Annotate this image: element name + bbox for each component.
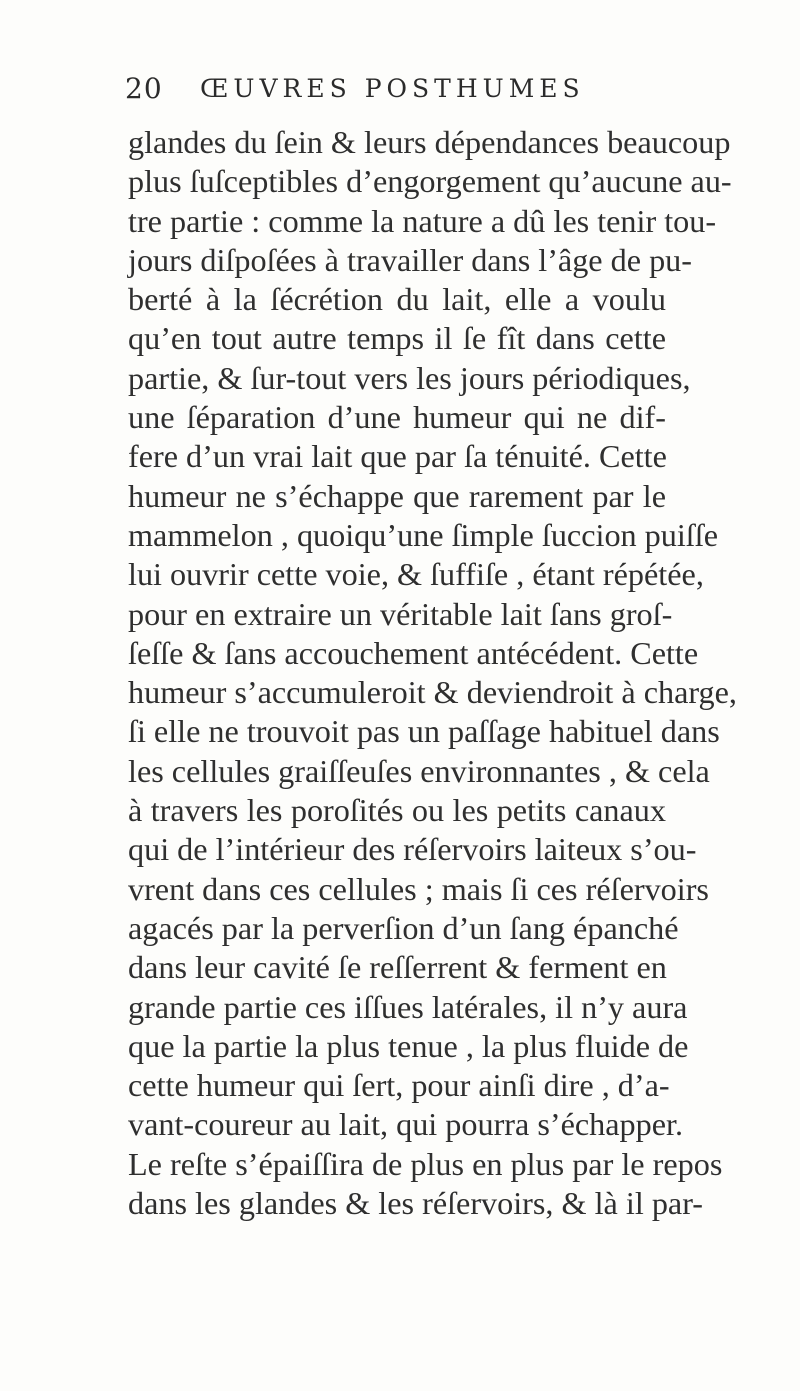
text-line: tre partie : comme la nature a dû les tenir tou- [128,202,717,239]
body-text [128,123,737,1223]
text-line: partie, & ſur-tout vers les jours périodiques, [128,359,691,396]
text-line: vrent dans ces cellules ; mais ſi ces réſervoirs [128,870,709,907]
page-number: 20 [125,72,163,105]
text-line: glandes du ſein & leurs dépendances beaucoup [128,124,731,160]
text-line: Le reſte s’épaiſſira de plus en plus par le repos [128,1145,723,1182]
text-line: dans les glandes & les réſervoirs, & là il par- [128,1185,703,1222]
text-line: agacés par la perverſion d’un ſang épanché [128,909,679,946]
text-line: lui ouvrir cette voie, & ſuffiſe , étant répétée, [128,556,704,593]
text-line: mammelon , quoiqu’une ſimple ſuccion puiſſe [128,516,718,553]
text-line: ſeſſe & ſans accouchement antécédent. Cette [128,634,699,671]
text-line: à travers les poroſités ou les petits canaux [128,792,666,829]
text-line: dans leur cavité ſe reſſerrent & ferment en [128,949,667,986]
text-line: que la partie la plus tenue , la plus fluide de [128,1027,689,1064]
text-line: qu’en tout autre temps il ſe fît dans cette [128,320,666,357]
text-line: cette humeur qui ſert, pour ainſi dire , d’a- [128,1067,670,1104]
page-header [125,72,660,116]
text-line: plus ſuſceptibles d’engorgement qu’aucune au- [128,163,732,200]
text-line: fere d’un vrai lait que par ſa ténuité. Cette [128,438,667,475]
text-line: une ſéparation d’une humeur qui ne dif- [128,399,666,436]
text-line: berté à la ſécrétion du lait, elle a voulu [128,281,666,318]
text-line: grande partie ces iſſues latérales, il n’y aura [128,988,688,1025]
running-title: ŒUVRES POSTHUMES [200,74,585,103]
text-line: humeur s’accumuleroit & deviendroit à charge, [128,674,737,711]
text-line: qui de l’intérieur des réſervoirs laiteux s’ou- [128,831,697,868]
text-line: les cellules graiſſeuſes environnantes , & cela [128,752,710,789]
text-line: pour en extraire un véritable lait ſans groſ- [128,595,673,632]
text-line: jours diſpoſées à travailler dans l’âge de pu- [128,241,692,278]
text-line: vant-coureur au lait, qui pourra s’échapper. [128,1106,683,1143]
text-line: humeur ne s’échappe que rarement par le [128,477,666,514]
text-line: ſi elle ne trouvoit pas un paſſage habituel dans [128,713,720,750]
